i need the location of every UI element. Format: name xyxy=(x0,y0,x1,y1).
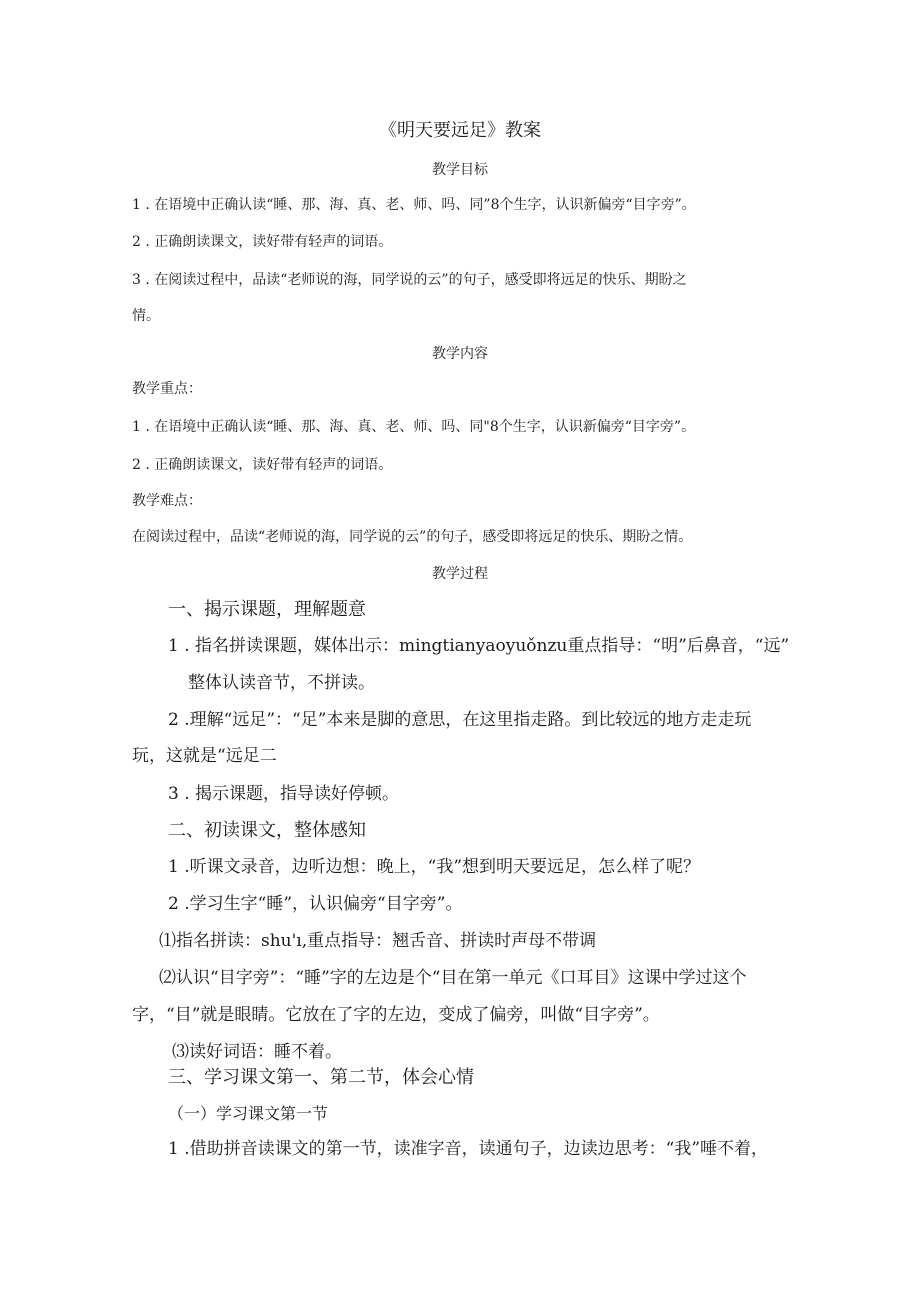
p2-sub2: ⑵认识“目字旁”：“睡”字的左边是个“目在第一单元《口耳目》这课中学过这个 xyxy=(159,968,747,988)
key-point-1: 1 . 在语境中正确认读“睡、那、海、真、老、师、吗、同"8个生字，认识新偏旁“目字旁”。 xyxy=(132,419,696,435)
doc-title: 《明天要远足》教案 xyxy=(379,120,541,141)
part3-subheading: （一）学习课文第一节 xyxy=(168,1104,329,1123)
objective-3: 3 . 在阅读过程中，品读“老师说的海，同学说的云”的句子，感受即将远足的快乐、期盼之 xyxy=(132,272,687,288)
part1-heading: 一、揭示课题，理解题意 xyxy=(168,599,366,620)
p2-item2: 2 .学习生字“睡”，认识偏旁“目字旁”。 xyxy=(168,894,463,914)
section-heading-process: 教学过程 xyxy=(432,566,488,582)
p2-sub1: ⑴指名拼读：shu'ı,重点指导：翘舌音、拼读时声母不带调 xyxy=(159,931,597,951)
difficulty-text: 在阅读过程中，品读“老师说的海，同学说的云”的句子，感受即将远足的快乐、期盼之情。 xyxy=(132,529,693,545)
p1-item1: 1 . 指名拼读课题，媒体出示：mingtianyaoyuǒnzu重点指导：“明”后鼻音，“远” xyxy=(168,636,790,656)
p2-sub2-cont: 字，“目”就是眼睛。它放在了字的左边，变成了偏旁，叫做“目字旁”。 xyxy=(132,1005,660,1025)
difficulty-label: 教学难点： xyxy=(132,493,202,509)
p2-sub3: ⑶读好词语：睡不着。 xyxy=(172,1042,342,1062)
section-heading-content: 教学内容 xyxy=(432,346,488,362)
key-points-label: 教学重点： xyxy=(132,381,202,397)
section-heading-objectives: 教学目标 xyxy=(432,162,488,178)
p3-item1: 1 .借助拼音读课文的第一节，读准字音，读通句子，边读边思考：“我”唾不着， xyxy=(168,1139,769,1159)
objective-3-cont: 情。 xyxy=(132,308,160,324)
objective-2: 2 . 正确朗读课文，读好带有轻声的词语。 xyxy=(132,234,393,250)
p1-item2: 2 .理解“远足”：“足”本来是脚的意思，在这里指走路。到比较远的地方走走玩 xyxy=(168,710,752,730)
part2-heading: 二、初读课文，整体感知 xyxy=(168,820,366,841)
p1-item1-cont: 整体认读音节，不拼读。 xyxy=(188,673,375,693)
p1-item3: 3 . 揭示课题，指导读好停顿。 xyxy=(168,784,400,804)
key-point-2: 2 . 正确朗读课文，读好带有轻声的词语。 xyxy=(132,457,393,473)
objective-1: 1 . 在语境中正确认读“睡、那、海、真、老、师、吗、同”8个生字，认识新偏旁“目字旁”。 xyxy=(132,197,696,213)
p1-item2-cont: 玩，这就是“远足二 xyxy=(132,746,277,766)
part3-heading: 三、学习课文第一、第二节，体会心情 xyxy=(168,1067,474,1088)
p2-item1: 1 .听课文录音，边听边想：晚上，“我”想到明天要远足，怎么样了呢？ xyxy=(168,857,701,877)
